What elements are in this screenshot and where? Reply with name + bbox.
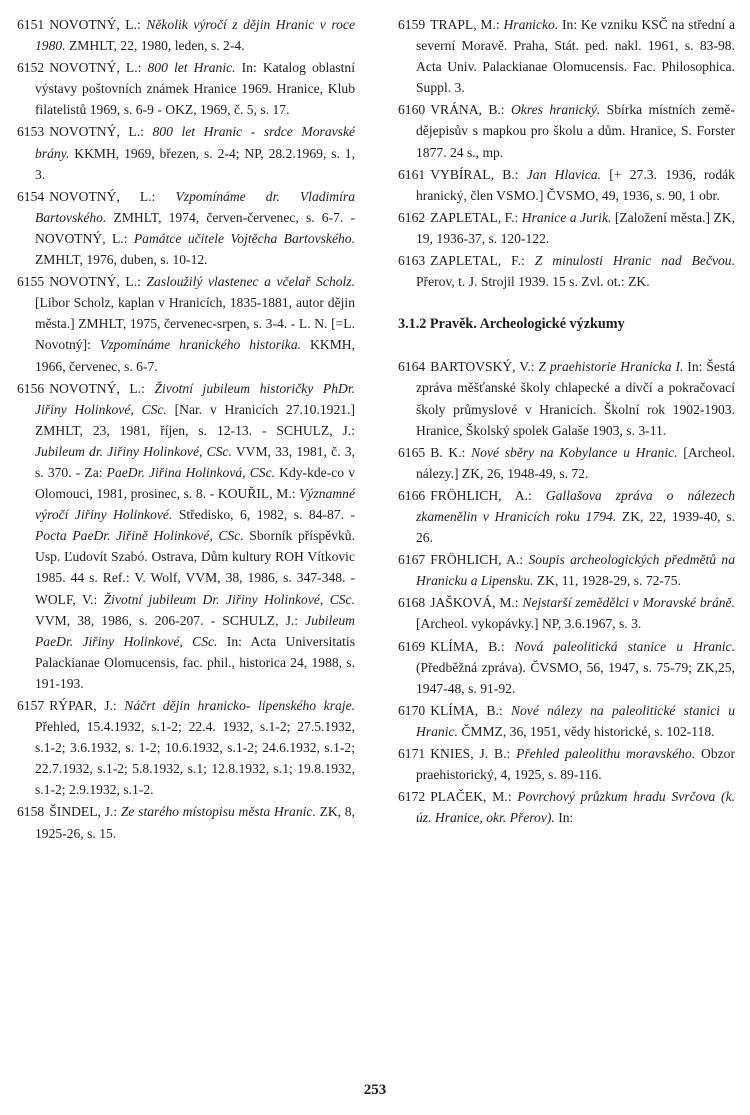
bibliography-entry xyxy=(398,14,735,98)
bibliography-entry xyxy=(398,485,735,548)
bibliography-entry xyxy=(398,99,735,162)
entry-number: 6158 xyxy=(17,804,45,820)
entry-details: Sbírka místních země-dějepisův s mapkou pro školu a dům. Hranice, S. Forster 1877. 24 s., mp. xyxy=(416,102,735,160)
entry-details: [Archeol. nálezy.] ZK, 26, 1948-49, s. 72. xyxy=(416,444,735,481)
entry-author: JAŠKOVÁ, M.: xyxy=(430,595,519,611)
bibliography-entry xyxy=(398,207,735,249)
entry-title: Z praehistorie Hranicka I. xyxy=(538,359,684,375)
entry-author: NOVOTNÝ, L.: xyxy=(49,60,142,76)
entry-number: 6164 xyxy=(398,359,426,375)
entry-number: 6151 xyxy=(17,17,45,32)
entry-details: Obzor praehistorický, 4, 1925, s. 89-116. xyxy=(416,746,735,783)
right-column-top-entries xyxy=(398,14,735,292)
bibliography-entry xyxy=(17,695,355,800)
entry-details: ZMHLT, 1976, duben, s. 10-12. xyxy=(35,252,208,268)
entry-number: 6161 xyxy=(398,166,426,182)
entry-title: Jubileum dr. Jiřiny Holinkové, CSc. xyxy=(35,443,232,459)
entry-author: NOVOTNÝ, L.: xyxy=(49,380,145,396)
entry-author: ZAPLETAL, F.: xyxy=(430,209,519,225)
entry-title: Náčrt dějin hranicko- lipenského kraje. xyxy=(124,698,355,713)
entry-title: Několik výročí z dějin Hranic v roce 1980. xyxy=(35,17,355,54)
bibliography-entry xyxy=(398,636,735,699)
entry-details: Přehled, 15.4.1932, s.1-2; 22.4. 1932, s.1-2; 27.5.1932, s.1-2; 3.6.1932, s. 1-2; 10.6.1932, s.1-2; 24.6.1932, s.1-2; 22.7.1932, s.1-2; 5.8.1932, s.1; 12.8.1932, s.1; 19.8.1932, s.1-2; 2.9.1932, s.1-2. xyxy=(35,719,355,798)
entry-title: Nová paleolitická stanice u Hranic. xyxy=(514,638,735,654)
entry-author: FRÖHLICH, A.: xyxy=(430,552,524,568)
entry-number: 6171 xyxy=(398,746,426,761)
entry-title: Z minulosti Hranic nad Bečvou. xyxy=(534,253,735,269)
bibliography-entry xyxy=(398,743,735,785)
entry-details: KKMH, 1966, červenec, s. 6-7. xyxy=(35,337,355,374)
entry-details: In: Šestá zpráva měšťanské školy chlapecké a dívčí a pokračovací školy průmyslové v Hranicích. Školní rok 1902-1903. Hranice, Školský spolek Galaše 1903, s. 3-11. xyxy=(416,359,736,438)
bibliography-entry xyxy=(17,378,355,694)
bibliography-entry xyxy=(17,121,355,184)
bibliography-entry xyxy=(17,57,355,120)
entry-number: 6163 xyxy=(398,253,426,269)
entry-author: B. K.: xyxy=(430,444,466,460)
entry-title: Hranicko. xyxy=(503,17,559,32)
entry-author: KLÍMA, B.: xyxy=(430,702,503,718)
left-column xyxy=(17,14,355,845)
bibliography-entry xyxy=(17,14,355,56)
entry-author: NOVOTNÝ, L.: xyxy=(49,274,141,290)
entry-details: ČMMZ, 36, 1951, vědy historické, s. 102-118. xyxy=(457,723,715,739)
bibliography-entry xyxy=(17,271,355,376)
entry-title: Nejstarší zemědělci v Moravské bráně. xyxy=(522,595,735,611)
entry-details: ZK, 8, 1925-26, s. 15. xyxy=(35,804,355,841)
entry-number: 6159 xyxy=(398,17,426,32)
entry-number: 6156 xyxy=(17,380,45,396)
entry-details: [Nar. v Hranicích 27.10.1921.] ZMHLT, 23, 1981, říjen, s. 12-13. - SCHULZ, J.: xyxy=(35,401,355,438)
entry-title: Významné výročí Jiřiny Holinkové. xyxy=(35,486,355,523)
entry-title: Památce učitele Vojtěcha Bartovského. xyxy=(133,230,355,246)
entry-author: VYBÍRAL, B.: xyxy=(430,166,519,182)
entry-title: Soupis archeologických předmětů na Hranicku a Lipensku. xyxy=(416,552,735,589)
entry-number: 6152 xyxy=(17,60,45,76)
bibliography-entry xyxy=(17,186,355,270)
bibliography-entry xyxy=(398,592,735,634)
entry-title: Přehled paleolithu moravského. xyxy=(516,746,696,761)
entry-title: Vzpomínáme hranického historika. xyxy=(99,337,302,353)
right-column xyxy=(398,14,735,829)
entry-title: Jan Hlavica. xyxy=(526,166,602,182)
entry-details: [Libor Scholz, kaplan v Hranicích, 1835-1881, autor dějin města.] ZMHLT, 1975, červenec-srpen, s. 3-4. - L. N. [=L. Novotný]: xyxy=(35,295,355,353)
bibliography-entry xyxy=(398,786,735,828)
entry-number: 6162 xyxy=(398,209,426,225)
entry-number: 6165 xyxy=(398,444,426,460)
entry-details: ZMHLT, 22, 1980, leden, s. 2-4. xyxy=(65,38,245,54)
entry-author: FRÖHLICH, A.: xyxy=(430,487,532,503)
bibliography-entry xyxy=(398,164,735,206)
entry-author: NOVOTNÝ, L.: xyxy=(49,188,156,204)
entry-details: Přerov, t. J. Strojil 1939. 15 s. Zvl. ot.: ZK. xyxy=(416,274,650,290)
bibliography-entry xyxy=(398,549,735,591)
bibliography-entry xyxy=(398,250,735,292)
entry-author: NOVOTNÝ, L.: xyxy=(49,124,144,140)
bibliography-entry xyxy=(398,356,735,440)
entry-author: RÝPAR, J.: xyxy=(49,698,117,713)
entry-details: [Archeol. vykopávky.] NP, 3.6.1967, s. 3. xyxy=(416,616,642,632)
entry-number: 6170 xyxy=(398,702,426,718)
entry-details: [Založení města.] ZK, 19, 1936-37, s. 120-122. xyxy=(416,209,735,246)
entry-number: 6160 xyxy=(398,102,426,118)
entry-author: TRAPL, M.: xyxy=(430,17,500,32)
entry-author: ZAPLETAL, F.: xyxy=(430,253,525,269)
entry-title: Ze starého místopisu města Hranic. xyxy=(120,804,316,820)
entry-number: 6155 xyxy=(17,274,45,290)
entry-title: PaeDr. Jiřina Holinková, CSc. xyxy=(106,464,275,480)
entry-details: In: Katalog oblastní výstavy poštovních známek Hranice 1969. Hranice, Klub filatelistů 1969, s. 6-9 - OKZ, 1969, č. 5, s. 17. xyxy=(35,60,356,118)
entry-details: (Předběžná zpráva). ČVSMO, 56, 1947, s. 75-79; ZK,25, 1947-48, s. 91-92. xyxy=(416,659,735,696)
section-heading: 3.1.2 Pravěk. Archeologické výzkumy xyxy=(398,316,625,333)
entry-number: 6153 xyxy=(17,124,45,140)
page-number: 253 xyxy=(363,1082,387,1098)
entry-number: 6157 xyxy=(17,698,45,713)
entry-details: VVM, 33, 1981, č. 3, s. 370. - Za: xyxy=(35,443,355,480)
entry-details: In: Ke vzniku KSČ na střední a severní Moravě. Praha, Stát. ped. nakl. 1961, s. 83-98. Acta Univ. Palackianae Olomucensis. Fac. Philosophica. Suppl. 3. xyxy=(416,17,735,96)
entry-title: Nové nálezy na paleolitické stanici u Hranic. xyxy=(416,702,735,739)
entry-author: BARTOVSKÝ, V.: xyxy=(430,359,535,375)
entry-title: Vzpomínáme dr. Vladimíra Bartovského. xyxy=(35,188,355,225)
entry-number: 6168 xyxy=(398,595,426,611)
entry-details: Středisko, 6, 1982, s. 84-87. - xyxy=(172,507,355,523)
entry-title: Hranice a Jurik. xyxy=(521,209,612,225)
entry-author: PLAČEK, M.: xyxy=(430,789,512,805)
entry-details: ZK, 11, 1928-29, s. 72-75. xyxy=(533,573,681,589)
entry-details: In: xyxy=(554,810,574,826)
entry-details: VVM, 38, 1986, s. 206-207. - SCHULZ, J.: xyxy=(35,612,306,628)
entry-author: VRÁNA, B.: xyxy=(430,102,505,118)
entry-title: Životní jubileum historičky PhDr. Jiřiny Holinkové, CSc. xyxy=(35,380,355,417)
entry-details: In: Acta Universitatis Palackianae Olomucensis, fac. phil., historica 24, 1988, s. 191-193. xyxy=(35,633,355,691)
entry-number: 6167 xyxy=(398,552,426,568)
bibliography-entry xyxy=(398,700,735,742)
entry-title: Zasloužilý vlastenec a včelař Scholz. xyxy=(146,274,355,290)
entry-number: 6172 xyxy=(398,789,426,805)
entry-details: ZK, 22, 1939-40, s. 26. xyxy=(416,508,735,546)
entry-number: 6166 xyxy=(398,487,426,503)
entry-title: Okres hranický. xyxy=(510,102,601,118)
entry-author: NOVOTNÝ, L.: xyxy=(49,17,141,32)
bibliography-entry xyxy=(398,442,735,484)
entry-title: Povrchový průzkum hradu Svrčova (k. úz. Hranice, okr. Přerov). xyxy=(416,789,736,826)
entry-title: 800 let Hranic - srdce Moravské brány. xyxy=(35,124,356,161)
bibliography-entry xyxy=(17,801,355,843)
entry-details: [+ 27.3. 1936, rodák hranický, člen VSMO.] ČVSMO, 49, 1936, s. 90, 1 obr. xyxy=(416,166,735,203)
entry-title: 800 let Hranic. xyxy=(147,60,236,76)
entry-author: ŠINDEL, J.: xyxy=(49,804,118,820)
entry-details: KKMH, 1969, březen, s. 2-4; NP, 28.2.1969, s. 1, 3. xyxy=(35,145,355,182)
entry-number: 6154 xyxy=(17,188,45,204)
entry-author: KLÍMA, B.: xyxy=(430,638,505,654)
entry-title: Pocta PaeDr. Jiřině Holinkové, CSc. xyxy=(35,528,244,544)
entry-author: KNIES, J. B.: xyxy=(430,746,511,761)
entry-details: Kdy-kde-co v Olomouci, 1981, prosinec, s. 8. - KOUŘIL, M.: xyxy=(35,464,355,502)
entry-title: Jubileum PaeDr. Jiřiny Holinkové, CSc. xyxy=(35,612,355,649)
entry-title: Životní jubileum Dr. Jiřiny Holinkové, CSc. xyxy=(103,591,355,607)
entry-title: Nové sběry na Kobylance u Hranic. xyxy=(471,444,678,460)
right-column-bottom-entries xyxy=(398,356,735,828)
entry-details: ZMHLT, 1974, červen-červenec, s. 6-7. - NOVOTNÝ, L.: xyxy=(35,209,355,246)
entry-details: Sborník příspěvků. Usp. Ľudovít Szabó. Ostrava, Dům kultury ROH Vítkovic 1985. 44 s. Ref.: V. Wolf, VVM, 38, 1986, s. 347-348. - WOLF, V.: xyxy=(35,528,355,607)
entry-title: Gallašova zpráva o nálezech zkamenělin v Hranicích roku 1794. xyxy=(416,487,736,524)
entry-number: 6169 xyxy=(398,638,426,654)
